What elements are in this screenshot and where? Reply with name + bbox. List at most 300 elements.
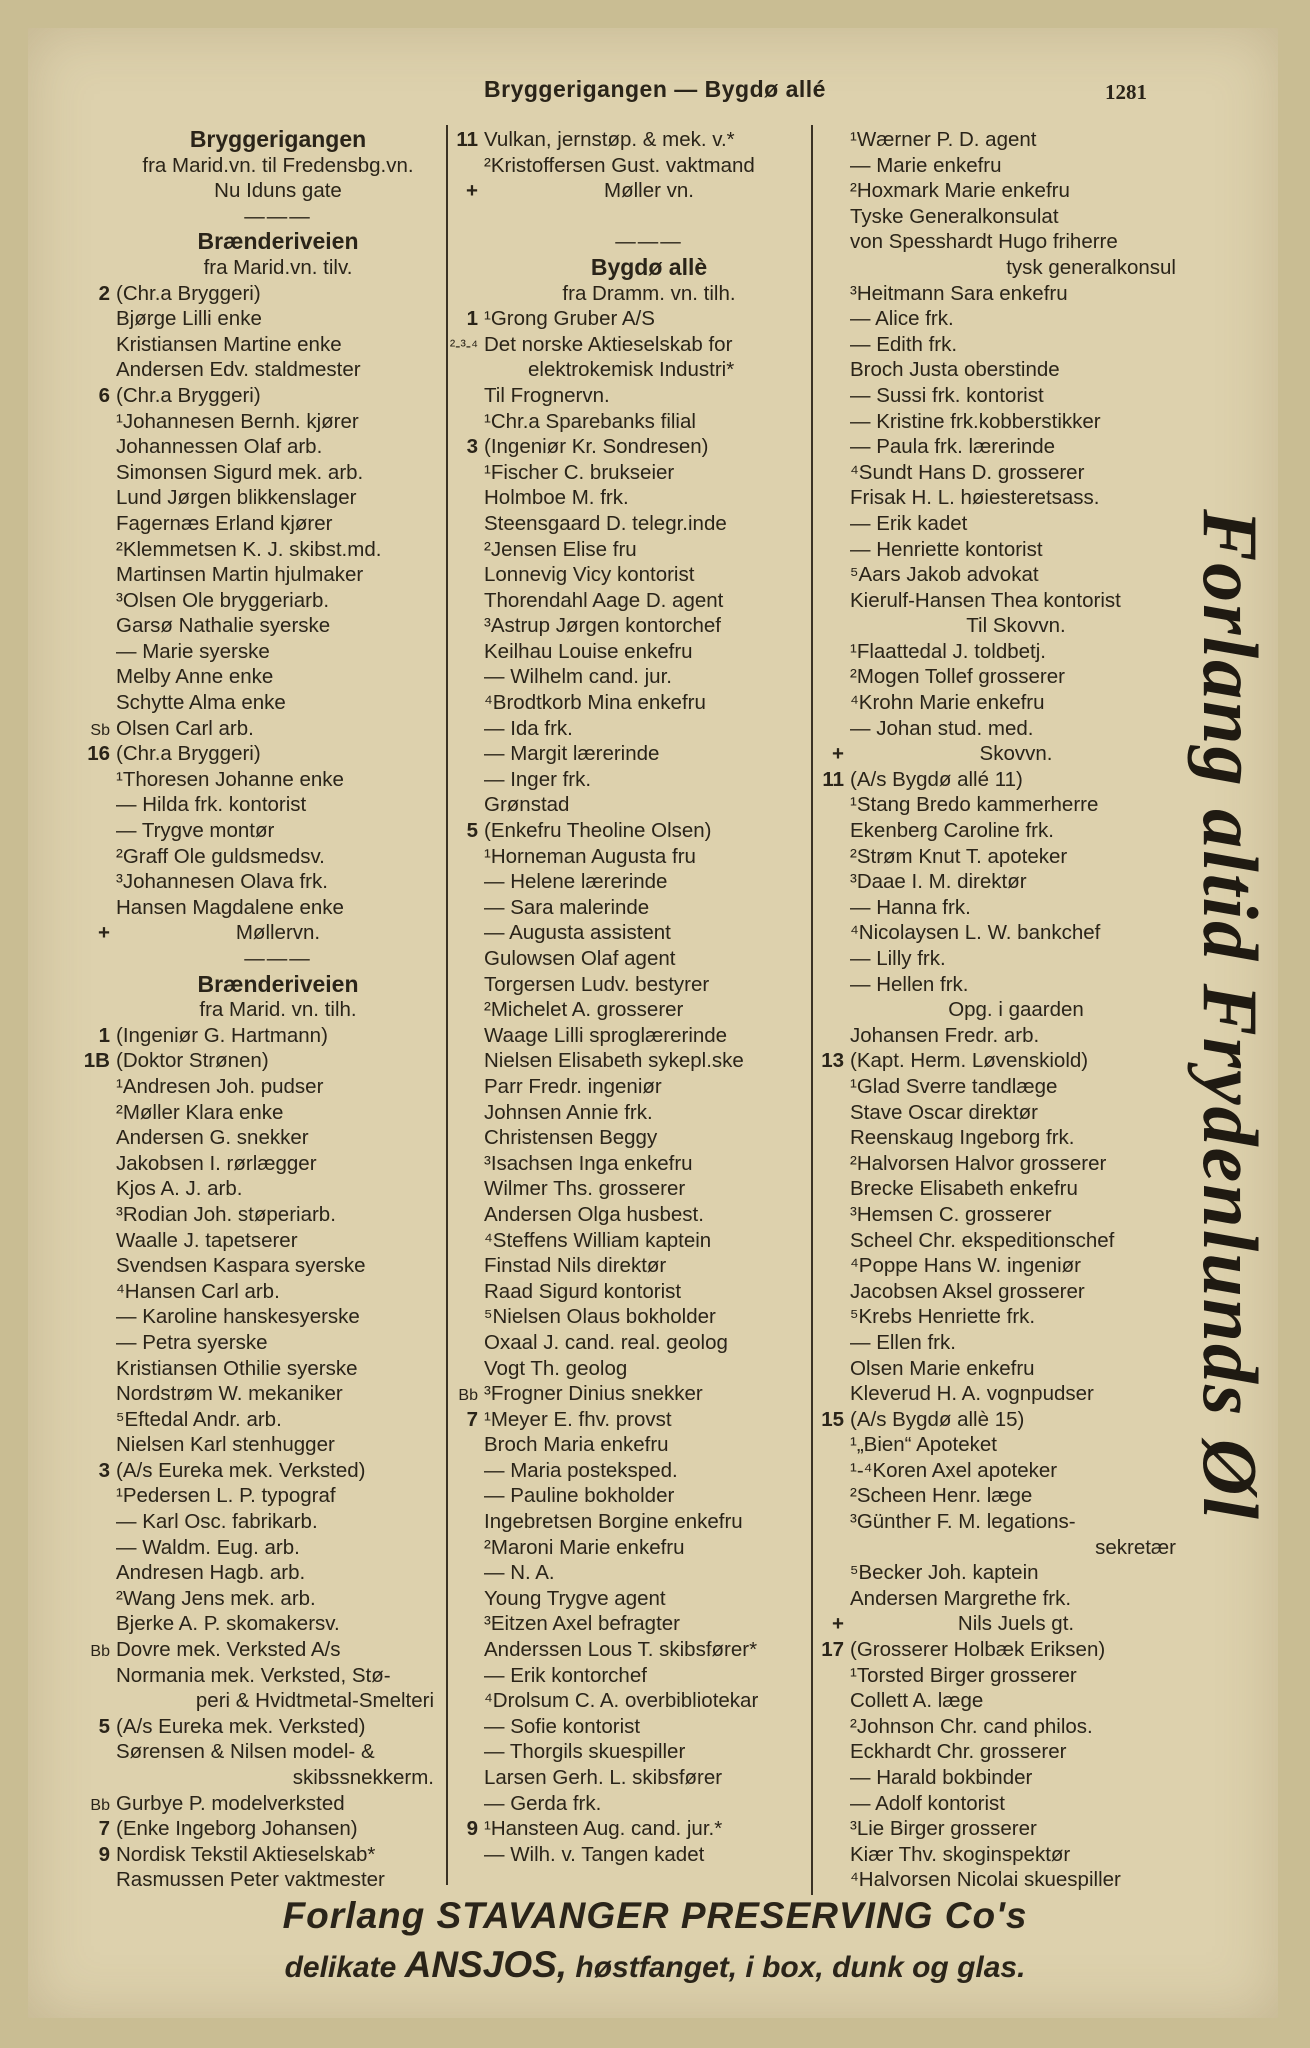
entry-text: ²Halvorsen Halvor grosserer [850, 1151, 1107, 1175]
entry-text: (Ingeniør Kr. Sondresen) [484, 435, 709, 459]
directory-entry [78, 434, 440, 460]
house-number: Bb [90, 1643, 110, 1661]
entry-text: Grønstad [484, 793, 570, 817]
entry-text: Raad Sigurd kontorist [484, 1279, 682, 1303]
entry-text: Andresen Hagb. arb. [116, 1561, 306, 1585]
entry-text: elektrokemisk Industri* [528, 358, 735, 382]
entry-text: — Lilly frk. [850, 947, 946, 970]
directory-entry [78, 1100, 440, 1126]
directory-entry [446, 946, 814, 972]
entry-text: Johannessen Olaf arb. [116, 435, 323, 459]
directory-entry [78, 1586, 440, 1612]
house-number: 15 [821, 1407, 844, 1431]
entry-text: fra Marid.vn. til Fredensbg.vn. [142, 153, 414, 177]
directory-entry [812, 1458, 1182, 1484]
directory-entry [78, 383, 440, 409]
directory-entry [446, 460, 814, 486]
directory-entry [446, 664, 814, 690]
directory-entry [446, 895, 814, 921]
entry-text: ²Møller Klara enke [116, 1100, 284, 1124]
entry-text: — Wilh. v. Tangen kadet [484, 1842, 705, 1866]
house-number: 1B [83, 1049, 110, 1073]
house-number: + [98, 921, 110, 945]
directory-entry [446, 511, 814, 537]
directory-entry [446, 844, 814, 870]
entry-text: ¹„Bien“ Apoteket [850, 1433, 997, 1457]
directory-entry [812, 562, 1182, 588]
entry-text: Det norske Aktieselskab for [484, 332, 733, 356]
entry-text: ³Olsen Ole bryggeriarb. [116, 588, 330, 612]
entry-text: — Helene lærerinde [484, 870, 668, 894]
entry-text: ⁴Hansen Carl arb. [116, 1279, 280, 1303]
entry-text: Keilhau Louise enkefru [484, 639, 693, 663]
entry-text: ⁴Sundt Hans D. grosserer [850, 460, 1085, 484]
entry-text: Lonnevig Vicy kontorist [484, 563, 695, 587]
entry-text: (Enkefru Theoline Olsen) [484, 819, 712, 843]
entry-text: Opg. i gaarden [948, 998, 1084, 1022]
entry-text: ¹Grong Gruber A/S [484, 307, 655, 331]
entry-text: Broch Justa oberstinde [850, 358, 1060, 382]
house-number: + [466, 179, 478, 203]
page-number: 1281 [1105, 80, 1147, 104]
entry-text: Finstad Nils direktør [484, 1254, 667, 1278]
entry-text: — Marie syerske [116, 639, 270, 663]
entry-text: Gulowsen Olaf agent [484, 947, 676, 970]
directory-entry [78, 716, 440, 742]
entry-text: — Sara malerinde [484, 895, 650, 919]
directory-entry [78, 1125, 440, 1151]
entry-text: ²Wang Jens mek. arb. [116, 1586, 316, 1610]
directory-entry [812, 639, 1182, 665]
street-heading [78, 229, 440, 255]
directory-entry [446, 1176, 814, 1202]
directory-entry [446, 1304, 814, 1330]
entry-text: ⁵Krebs Henriette frk. [850, 1305, 1036, 1329]
entry-text: Hansen Magdalene enke [116, 895, 344, 919]
directory-entry [446, 613, 814, 639]
entry-text: Kjos A. J. arb. [116, 1177, 243, 1201]
directory-entry [812, 664, 1182, 690]
directory-entry [78, 1023, 440, 1049]
entry-text: Martinsen Martin hjulmaker [116, 563, 364, 587]
entry-text: Nordisk Tekstil Aktieselskab* [116, 1842, 376, 1866]
entry-text: Fagernæs Erland kjører [116, 511, 333, 535]
entry-text: — Edith frk. [850, 332, 958, 356]
directory-entry [812, 946, 1182, 972]
entry-text: — Harald bokbinder [850, 1766, 1033, 1789]
directory-entry [812, 127, 1182, 153]
directory-entry [446, 204, 814, 230]
page-title: Bryggerigangen — Bygdø allé [484, 76, 826, 102]
directory-entry [78, 1202, 440, 1228]
entry-text: Brænderiveien [197, 229, 359, 255]
house-number: 13 [821, 1049, 844, 1073]
entry-text: — Trygve montør [116, 819, 275, 843]
entry-text: ¹Stang Bredo kammerherre [850, 793, 1099, 817]
directory-entry [78, 1714, 440, 1740]
entry-text: (Chr.a Bryggeri) [116, 383, 261, 407]
entry-text: ³Eitzen Axel befragter [484, 1612, 680, 1636]
entry-text: ³Johannesen Olava frk. [116, 870, 328, 894]
directory-entry [812, 1611, 1182, 1637]
directory-entry [446, 1330, 814, 1356]
directory-entry [78, 664, 440, 690]
directory-entry [78, 1535, 440, 1561]
directory-entry [812, 1100, 1182, 1126]
entry-text: Tyske Generalkonsulat [850, 204, 1059, 228]
directory-entry [812, 1432, 1182, 1458]
entry-text: Collett A. læge [850, 1689, 984, 1713]
directory-entry [812, 1279, 1182, 1305]
entry-text: Nu Iduns gate [214, 179, 342, 203]
directory-entry [446, 1688, 814, 1714]
entry-text: ⁴Poppe Hans W. ingeniør [850, 1254, 1082, 1278]
entry-text: Parr Fredr. ingeniør [484, 1074, 662, 1098]
entry-text: Gurbye P. modelverksted [116, 1791, 345, 1815]
entry-text: — Thorgils skuespiller [484, 1740, 686, 1764]
directory-entry [812, 690, 1182, 716]
house-number: 7 [98, 1817, 110, 1841]
entry-text: sekretær [1095, 1535, 1176, 1559]
directory-entry [78, 741, 440, 767]
entry-text: — Maria posteksped. [484, 1458, 678, 1482]
entry-text: Til Frognervn. [484, 383, 610, 407]
directory-entry [78, 1176, 440, 1202]
directory-entry [78, 1663, 440, 1689]
directory-entry [812, 1560, 1182, 1586]
entry-text: peri & Hvidtmetal-Smelteri [195, 1689, 434, 1713]
directory-entry [812, 716, 1182, 742]
entry-text: ¹-⁴Koren Axel apoteker [850, 1458, 1058, 1482]
directory-entry [446, 485, 814, 511]
entry-text: Brænderiveien [197, 971, 359, 997]
entry-text: (Ingeniør G. Hartmann) [116, 1023, 328, 1047]
house-number: 9 [98, 1842, 110, 1866]
house-number: + [832, 1612, 844, 1636]
entry-text: Johnsen Annie frk. [484, 1100, 653, 1124]
entry-text: Ekenberg Caroline frk. [850, 819, 1054, 843]
entry-text: — Hanna frk. [850, 895, 971, 919]
directory-entry [812, 741, 1182, 767]
entry-text: Jacobsen Aksel grosserer [850, 1279, 1085, 1303]
directory-entry [78, 690, 440, 716]
directory-entry [446, 588, 814, 614]
ad-text: høstfanget, i box, dunk og glas. [575, 1951, 1026, 1984]
directory-entry [812, 1074, 1182, 1100]
entry-text: ¹Thoresen Johanne enke [116, 767, 344, 791]
entry-text: ²Strøm Knut T. apoteker [850, 844, 1068, 868]
street-heading [78, 127, 440, 153]
directory-entry [812, 1407, 1182, 1433]
entry-text: ²Maroni Marie enkefru [484, 1535, 685, 1559]
directory-entry [812, 306, 1182, 332]
house-number: 5 [466, 819, 478, 843]
entry-text: — Johan stud. med. [850, 716, 1034, 740]
entry-text: ³Frogner Dinius snekker [484, 1382, 703, 1406]
entry-text: ¹Chr.a Sparebanks filial [484, 409, 696, 433]
directory-entry [78, 1739, 440, 1765]
entry-text: ³Daae I. M. direktør [850, 870, 1027, 894]
entry-text: ³Heitmann Sara enkefru [850, 281, 1068, 305]
entry-text: — Henriette kontorist [850, 537, 1043, 561]
directory-entry [446, 1663, 814, 1689]
house-number: 7 [466, 1407, 478, 1431]
directory-entry [812, 281, 1182, 307]
directory-entry [446, 1100, 814, 1126]
entry-text: Møllervn. [235, 921, 321, 945]
entry-text: Simonsen Sigurd mek. arb. [116, 460, 364, 484]
directory-entry [812, 895, 1182, 921]
entry-text: ¹Torsted Birger grosserer [850, 1663, 1077, 1687]
entry-text: Kierulf-Hansen Thea kontorist [850, 588, 1121, 612]
directory-entry [812, 229, 1182, 255]
entry-text: Kristiansen Martine enke [116, 332, 342, 356]
house-number: 1 [98, 1023, 110, 1047]
entry-text: Jakobsen I. rørlægger [116, 1151, 317, 1175]
entry-text: — Inger frk. [484, 767, 592, 791]
directory-entry [78, 818, 440, 844]
entry-text: Nielsen Karl stenhugger [116, 1433, 335, 1457]
directory-entry [78, 511, 440, 537]
directory-entry [78, 255, 440, 281]
directory-entry [78, 1151, 440, 1177]
directory-entry [812, 485, 1182, 511]
directory-entry [78, 1279, 440, 1305]
directory-entry [812, 460, 1182, 486]
directory-entry [446, 562, 814, 588]
directory-entry [78, 792, 440, 818]
directory-entry [78, 997, 440, 1023]
entry-text: ³Lie Birger grosserer [850, 1817, 1037, 1841]
entry-text: — Waldm. Eug. arb. [116, 1535, 300, 1559]
entry-text: ——— [244, 204, 312, 228]
directory-entry [78, 1611, 440, 1637]
entry-text: — Alice frk. [850, 307, 954, 331]
entry-text: ²Johnson Chr. cand philos. [850, 1714, 1093, 1738]
directory-entry [78, 485, 440, 511]
directory-entry [812, 1381, 1182, 1407]
directory-entry [446, 332, 814, 358]
entry-text: — Adolf kontorist [850, 1791, 1005, 1815]
directory-entry [78, 306, 440, 332]
directory-entry [446, 178, 814, 204]
directory-entry [78, 178, 440, 204]
directory-entry [446, 1714, 814, 1740]
house-number: 3 [98, 1458, 110, 1482]
entry-text: (Grosserer Holbæk Eriksen) [850, 1638, 1106, 1662]
house-number: Bb [458, 1387, 478, 1405]
directory-column-1 [78, 127, 440, 1893]
directory-entry [812, 383, 1182, 409]
directory-entry [446, 1279, 814, 1305]
directory-entry [812, 844, 1182, 870]
entry-text: Schytte Alma enke [116, 691, 286, 715]
directory-entry [812, 1330, 1182, 1356]
entry-text: ³Hemsen C. grosserer [850, 1202, 1052, 1226]
directory-entry [812, 1253, 1182, 1279]
directory-entry [446, 1509, 814, 1535]
street-heading [446, 255, 814, 281]
directory-entry [812, 153, 1182, 179]
directory-entry [446, 1483, 814, 1509]
directory-entry [446, 229, 814, 255]
directory-entry [78, 1637, 440, 1663]
directory-entry [812, 1765, 1182, 1791]
entry-text: ⁴Steffens William kaptein [484, 1228, 712, 1252]
entry-text: ³Astrup Jørgen kontorchef [484, 614, 721, 638]
directory-entry [812, 818, 1182, 844]
entry-text: Frisak H. L. høiesteretsass. [850, 486, 1100, 510]
directory-entry [812, 972, 1182, 998]
directory-column-2 [446, 127, 814, 1867]
entry-text: — Paula frk. lærerinde [850, 435, 1056, 459]
directory-entry [446, 306, 814, 332]
directory-entry [812, 357, 1182, 383]
directory-entry [446, 792, 814, 818]
directory-entry [78, 562, 440, 588]
directory-entry [78, 1432, 440, 1458]
entry-text: ²Kristoffersen Gust. vaktmand [484, 153, 755, 177]
directory-entry [812, 920, 1182, 946]
directory-entry [446, 1535, 814, 1561]
directory-entry [812, 255, 1182, 281]
entry-text: — Ellen frk. [850, 1330, 956, 1354]
directory-entry [78, 844, 440, 870]
entry-text: Dovre mek. Verksted A/s [116, 1638, 341, 1662]
ad-product: ANSJOS, [404, 1944, 568, 1985]
directory-entry [812, 1663, 1182, 1689]
entry-text: Waage Lilli sproglærerinde [484, 1023, 728, 1047]
directory-entry [446, 1765, 814, 1791]
entry-text: ¹Glad Sverre tandlæge [850, 1074, 1058, 1098]
directory-entry [78, 153, 440, 179]
entry-text: Vogt Th. geolog [484, 1356, 628, 1380]
entry-text: — Hilda frk. kontorist [116, 793, 307, 817]
directory-entry [446, 1048, 814, 1074]
directory-entry [78, 1074, 440, 1100]
directory-entry [812, 1356, 1182, 1382]
directory-entry [78, 1867, 440, 1893]
directory-entry [78, 1816, 440, 1842]
directory-entry [78, 1688, 440, 1714]
entry-text: ¹Wærner P. D. agent [850, 128, 1037, 151]
entry-text: Olsen Carl arb. [116, 716, 254, 740]
entry-text: ²Scheen Henr. læge [850, 1484, 1033, 1508]
entry-text: Bjørge Lilli enke [116, 307, 262, 331]
entry-text: fra Marid. vn. tilh. [199, 998, 357, 1022]
directory-entry [78, 588, 440, 614]
house-number: ²-³-⁴ [449, 337, 478, 355]
house-number: Sb [90, 721, 110, 739]
directory-entry [812, 537, 1182, 563]
entry-text: Steensgaard D. telegr.inde [484, 511, 727, 535]
entry-text: Møller vn. [604, 179, 694, 203]
directory-entry [446, 741, 814, 767]
entry-text: (Chr.a Bryggeri) [116, 742, 261, 766]
directory-entry [446, 1816, 814, 1842]
entry-text: Nordstrøm W. mekaniker [116, 1382, 343, 1406]
directory-entry [812, 1023, 1182, 1049]
directory-entry [78, 204, 440, 230]
entry-text: Kristiansen Othilie syerske [116, 1356, 358, 1380]
entry-text: ⁴Brodtkorb Mina enkefru [484, 691, 706, 715]
entry-text: Kiær Thv. skoginspektør [850, 1842, 1071, 1866]
directory-entry [78, 1048, 440, 1074]
entry-text: ¹Flaattedal J. toldbetj. [850, 639, 1046, 663]
entry-text: Bryggerigangen [189, 127, 367, 152]
entry-text: ²Mogen Tollef grosserer [850, 665, 1065, 689]
entry-text: ³Isachsen Inga enkefru [484, 1151, 693, 1175]
directory-entry [812, 1535, 1182, 1561]
directory-entry [446, 690, 814, 716]
entry-text: Broch Maria enkefru [484, 1433, 669, 1457]
entry-text: — N. A. [484, 1561, 555, 1585]
entry-text: Eckhardt Chr. grosserer [850, 1740, 1067, 1764]
entry-text: ⁴Nicolaysen L. W. bankchef [850, 921, 1101, 945]
entry-text: Skovvn. [979, 742, 1053, 766]
entry-text: — Wilhelm cand. jur. [484, 665, 672, 689]
directory-entry [78, 613, 440, 639]
entry-text: ¹Andresen Joh. pudser [116, 1074, 324, 1098]
entry-text: — Karl Osc. fabrikarb. [116, 1510, 318, 1534]
entry-text: von Spesshardt Hugo friherre [850, 230, 1118, 254]
directory-entry [446, 434, 814, 460]
directory-entry [78, 332, 440, 358]
directory-entry [812, 997, 1182, 1023]
entry-text: (Kapt. Herm. Løvenskiold) [850, 1049, 1089, 1073]
entry-text: Ingebretsen Borgine enkefru [484, 1510, 743, 1534]
directory-entry [812, 1125, 1182, 1151]
house-number: 5 [98, 1714, 110, 1738]
entry-text: ³Günther F. M. legations- [850, 1510, 1076, 1534]
entry-text: tysk generalkonsul [1006, 255, 1176, 279]
entry-text: — Kristine frk.kobberstikker [850, 409, 1101, 433]
entry-text: ²Jensen Elise fru [484, 537, 637, 561]
entry-text: — Gerda frk. [484, 1791, 602, 1815]
entry-text: Scheel Chr. ekspeditionschef [850, 1228, 1115, 1252]
house-number: 17 [821, 1638, 844, 1662]
directory-entry [78, 1304, 440, 1330]
directory-entry [812, 1176, 1182, 1202]
directory-entry [78, 1228, 440, 1254]
directory-entry [812, 1151, 1182, 1177]
directory-entry [812, 1867, 1182, 1893]
directory-entry [446, 1407, 814, 1433]
entry-text: Bygdø allè [590, 254, 708, 280]
entry-text: — Sofie kontorist [484, 1714, 641, 1738]
directory-entry [446, 153, 814, 179]
entry-text: Olsen Marie enkefru [850, 1356, 1035, 1380]
directory-entry [78, 767, 440, 793]
directory-entry [446, 767, 814, 793]
entry-text: Andersen Edv. staldmester [116, 358, 361, 382]
directory-entry [446, 409, 814, 435]
entry-text: Stave Oscar direktør [850, 1100, 1038, 1124]
directory-entry [78, 357, 440, 383]
entry-text: (A/s Eureka mek. Verksted) [116, 1714, 366, 1738]
directory-entry [446, 1151, 814, 1177]
entry-text: Andersen G. snekker [116, 1126, 309, 1150]
entry-text: Melby Anne enke [116, 665, 274, 689]
entry-text: Andersen Olga husbest. [484, 1202, 704, 1226]
directory-entry [446, 869, 814, 895]
entry-text: Lund Jørgen blikkenslager [116, 486, 357, 510]
directory-entry [446, 1458, 814, 1484]
directory-entry [78, 1253, 440, 1279]
directory-entry [812, 434, 1182, 460]
directory-entry [812, 409, 1182, 435]
entry-text: Bjerke A. P. skomakersv. [116, 1612, 340, 1636]
